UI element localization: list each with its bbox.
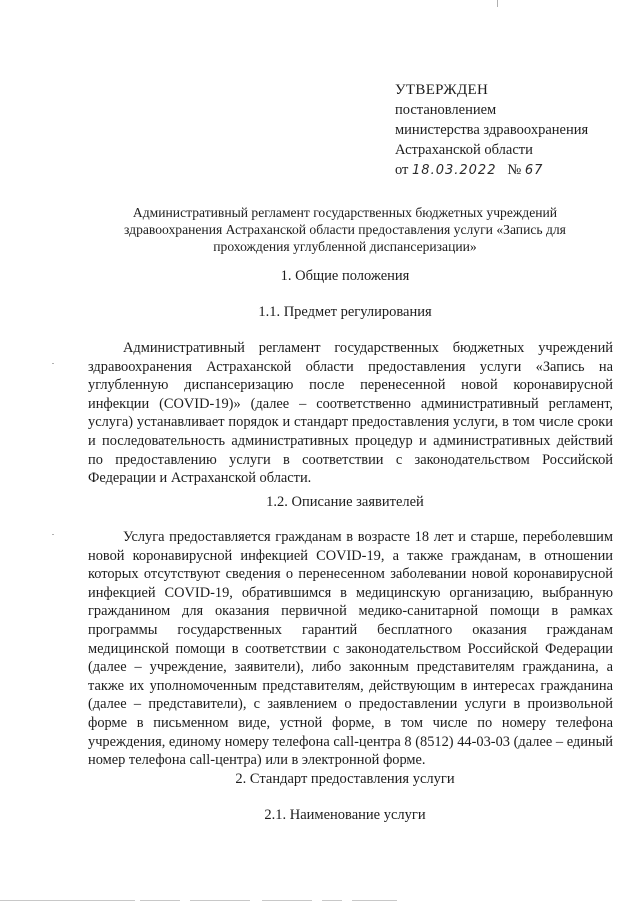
scan-edge-line <box>322 900 342 901</box>
approval-block <box>395 80 635 181</box>
handwritten-number: 67 <box>524 163 544 178</box>
document-title: Административный регламент государственных бюджетных учреждений здравоохранения Астраханской области предоставления услуги «Запись для прохождения углубленной диспансеризации» <box>124 205 566 254</box>
approval-line: постановлением <box>395 102 497 118</box>
scan-edge-line <box>352 900 397 901</box>
subsection-heading: 2.1. Наименование услуги <box>264 807 426 823</box>
date-prefix: от <box>395 162 409 178</box>
approval-title: УТВЕРЖДЕН <box>395 82 489 98</box>
approval-date-line <box>395 160 635 181</box>
scan-edge-line <box>190 900 250 901</box>
scan-mark <box>52 534 54 535</box>
paragraph-applicants: Услуга предоставляется гражданам в возрасте 18 лет и старше, переболевшим новой коронавирусной инфекцией COVID-19, а также гражданам, в отношении которых отсутствуют сведения о перенесенном заболевании новой коронавирусной инфекцией COVID-19, обратившимся в медицинскую организацию, выбранную гражданином для оказания первичной медико-санитарной помощи в рамках программы государственных гарантий бесплатного оказания гражданам медицинской помощи в соответствии с законодательством Российской Федерации (далее – учреждение, заявители), либо законным представителям гражданина, а также их уполномоченным представителям, действующим в интересах гражданина (далее – представители), с заявлением о предоставлении услуги в произвольной форме в письменном виде, устной форме, в том числе по номеру телефона учреждения, единому номеру телефона call-центра 8 (8512) 44-03-03 (далее – единый номер телефона call-центра) или в электронной форме. <box>88 529 613 769</box>
subsection-heading: 1.1. Предмет регулирования <box>258 304 432 320</box>
approval-line: Астраханской области <box>395 142 533 158</box>
handwritten-date: 18.03.2022 <box>412 163 497 178</box>
scan-edge-line <box>262 900 312 901</box>
section-heading: 1. Общие положения <box>280 268 410 284</box>
scan-edge-line <box>140 900 180 901</box>
approval-line: министерства здравоохранения <box>395 122 589 138</box>
paragraph-subject: Административный регламент государственных бюджетных учреждений здравоохранения Астраханской области предоставления услуги «Запись на углубленную диспансеризацию после перенесенной новой коронавирусной инфекции (COVID-19)» (далее – соответственно административный регламент, услуга) устанавливает порядок и стандарт предоставления услуги, в том числе сроки и последовательность административных процедур и административных действий по предоставлению услуги в соответствии с законодательством Российской Федерации и Астраханской области. <box>88 340 613 487</box>
scan-mark <box>52 363 54 364</box>
scan-mark <box>497 0 498 7</box>
scan-edge-line <box>0 900 135 901</box>
number-prefix: № <box>507 162 522 178</box>
section-heading: 2. Стандарт предоставления услуги <box>235 771 455 787</box>
subsection-heading: 1.2. Описание заявителей <box>266 494 424 510</box>
